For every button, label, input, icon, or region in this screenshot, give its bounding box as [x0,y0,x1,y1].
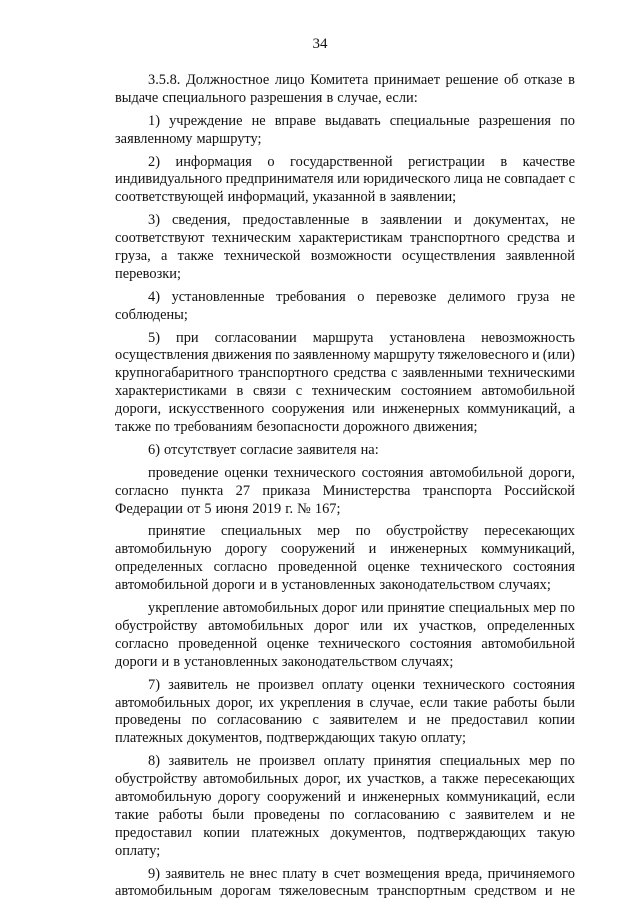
text-line: выдаче специального разрешения в случае, если: [115,89,418,106]
page-number: 34 [312,36,328,52]
text-line: 9) заявитель не внес плату в счет возмещения вреда, причиняемого [148,865,575,882]
text-line: груза, а также технической возможности осуществления заявленной [115,248,575,265]
text-line: проведение оценки технического состояния автомобильной дороги, [148,464,575,481]
text-line: соблюдены; [115,306,188,323]
paragraph [115,289,575,325]
text-line: осуществления движения по заявленному маршруту тяжеловесного и (или) [115,347,575,364]
text-line: платежных документов, подтверждающих такую оплату; [115,730,466,747]
text-line: оплату; [115,842,161,859]
text-line: 6) отсутствует согласие заявителя на: [148,441,379,458]
text-line: автомобильным дорогам тяжеловесным транспортным средством и не [115,883,575,900]
document-body [115,72,575,901]
text-line: соответствующей информаций, указанной в заявлении; [115,189,457,206]
paragraph [115,753,575,860]
paragraph [115,465,575,519]
text-line: 4) установленные требования о перевозке делимого груза не [148,288,575,305]
text-line: дороги и в установленных законодательством случаях; [115,653,454,670]
text-line: соответствуют техническим характеристикам транспортного средства и [115,230,575,247]
text-line: крупногабаритного транспортного средства с заявленными техническими [115,365,575,382]
text-line: определенных согласно проведенной оценке технического состояния [115,559,575,576]
paragraph [115,442,575,460]
text-line: 1) учреждение не вправе выдавать специальные разрешения по [148,112,575,129]
text-line: 7) заявитель не произвел оплату оценки технического состояния [148,676,575,693]
text-line: обустройству автомобильных дорог, их участков, а также пересекающих [115,771,575,788]
text-line: обустройству автомобильных дорог или их участков, определенных [115,617,575,634]
text-line: проведены по согласованию с заявителем и не предоставил копии [115,712,575,729]
text-line: автомобильных дорог, их укрепления в случае, если такие работы были [115,694,575,711]
text-line: согласно пункта 27 приказа Министерства транспорта Российской [115,482,575,499]
paragraph [115,600,575,672]
text-line: дороги, искусственного сооружения или инженерных коммуникаций, а [115,401,575,418]
text-line: характеристиками в связи с техническим состоянием автомобильной [115,383,575,400]
text-line: 3) сведения, предоставленные в заявлении и документах, не [148,212,575,229]
text-line: принятие специальных мер по обустройству пересекающих [148,523,575,540]
text-line: автомобильной дороги и в установленных законодательством случаях; [115,577,551,594]
text-line: такие работы были проведены по согласованию с заявителем и не [115,806,575,823]
paragraph [115,677,575,749]
text-line: также по требованиям безопасности дорожного движения; [115,419,478,436]
text-line: предоставил копии платежных документов, подтверждающих такую [115,824,575,841]
text-line: 3.5.8. Должностное лицо Комитета принимает решение об отказе в [148,72,575,88]
paragraph [115,523,575,595]
text-line: укрепление автомобильных дорог или принятие специальных мер по [148,600,575,617]
text-line: индивидуального предпринимателя или юридического лица не совпадает с [115,171,575,188]
text-line: заявленному маршруту; [115,130,262,147]
text-line: 8) заявитель не произвел оплату принятия специальных мер по [148,753,575,770]
paragraph [115,72,575,108]
text-line: согласно проведенной оценке технического состояния автомобильной [115,635,575,652]
text-line: автомобильную дорогу сооружений и инженерных коммуникаций, [115,541,575,558]
text-line: 2) информация о государственной регистрации в качестве [148,153,575,170]
paragraph [115,866,575,902]
text-line: автомобильную дорогу сооружений и инженерных коммуникаций, если [115,788,575,805]
text-line: Федерации от 5 июня 2019 г. № 167; [115,500,341,517]
text-line: 5) при согласовании маршрута установлена невозможность [148,329,575,346]
paragraph [115,154,575,208]
paragraph [115,212,575,284]
paragraph [115,330,575,437]
text-line: перевозки; [115,265,181,282]
paragraph [115,113,575,149]
